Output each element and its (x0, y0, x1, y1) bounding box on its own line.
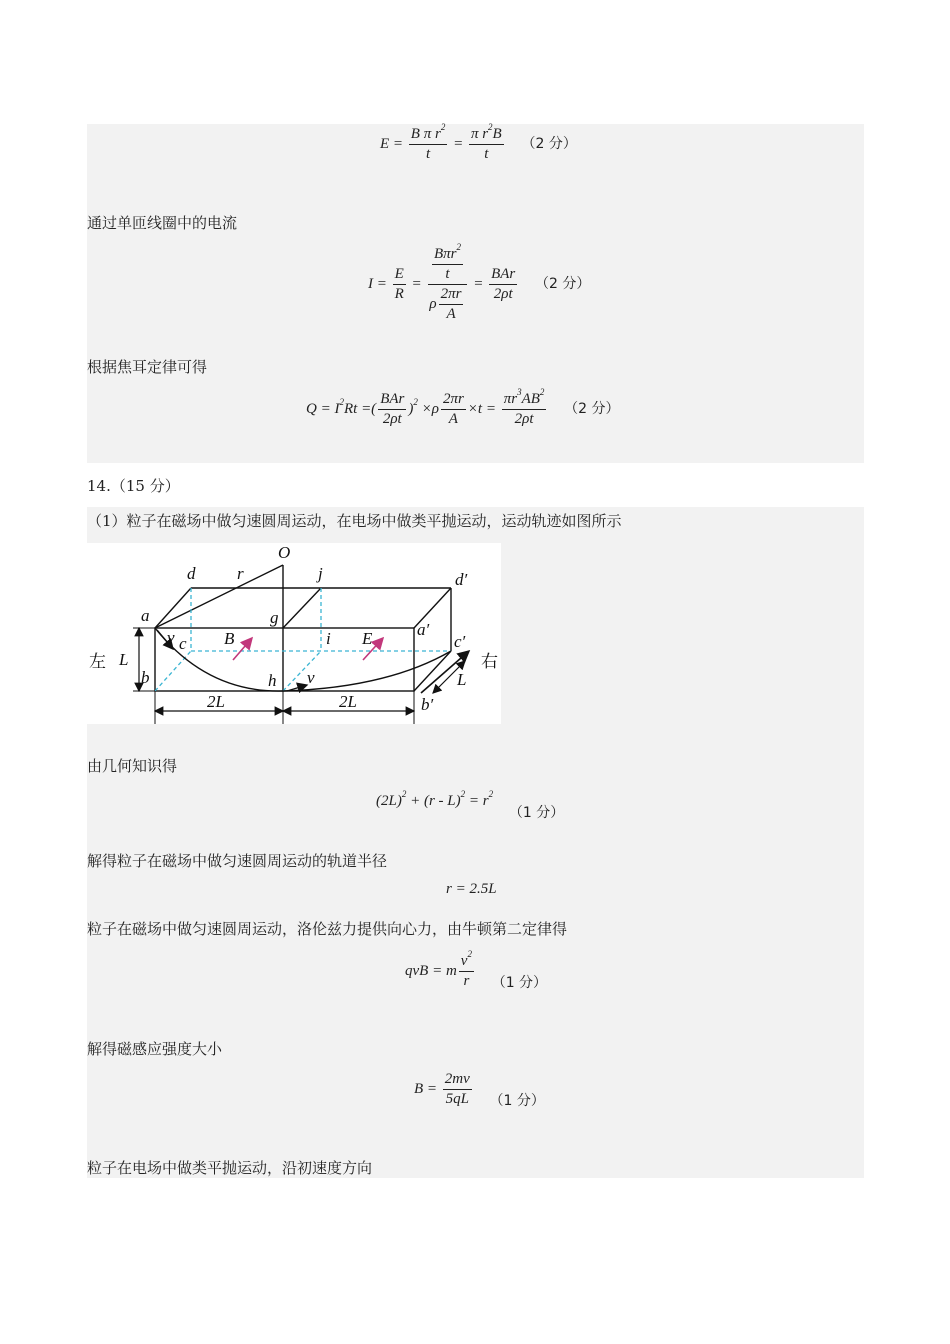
label-L-right: L (457, 670, 467, 689)
trajectory-figure (87, 543, 501, 724)
label-B: B (224, 629, 235, 648)
text-magnetic-field: 解得磁感应强度大小 (87, 1040, 223, 1058)
label-a: a (141, 606, 150, 625)
box-solid-edges (155, 565, 451, 691)
text-lorentz: 粒子在磁场中做匀速圆周运动，洛伦兹力提供向心力，由牛顿第二定律得 (87, 920, 568, 938)
label-O: O (278, 543, 291, 562)
label-r: r (237, 564, 244, 583)
equation-current: I = $\frac{E}{R}$ = $\frac{B\pi r^2}{t}$ ρ $\frac{2\pi r}{A}$ = $\frac{\text{BAr}}{2\rho t}$ （2 分） (368, 242, 591, 322)
equation-radius: r = 2.5L (446, 881, 497, 897)
label-g: g (270, 608, 279, 627)
label-E: E (362, 629, 373, 648)
label-b: b (141, 668, 150, 687)
equation-magnetic-field: B = $\frac{2mv}{5qL}$ （1 分） (414, 1071, 545, 1109)
label-v-a: v (167, 628, 175, 647)
label-2L-1: 2L (207, 692, 225, 711)
text-electric-field: 粒子在电场中做类平抛运动，沿初速度方向 (87, 1159, 373, 1177)
label-c-prime: c′ (454, 632, 466, 651)
label-a-prime: a′ (417, 620, 430, 639)
particle-trajectory (155, 628, 451, 691)
label-h: h (268, 671, 277, 690)
label-c: c (179, 634, 187, 653)
score-label: （1 分） (508, 805, 565, 821)
label-left: 左 (89, 652, 106, 672)
equation-lorentz: qvB = m $\frac{v^2}{r}$ （1 分） (405, 949, 548, 991)
equation-geometry: $(2L)^2 + (r - L)^2 = r^2$ （1 分） (376, 789, 565, 821)
label-2L-2: 2L (339, 692, 357, 711)
magnetic-field-arrow (233, 638, 252, 660)
label-i: i (326, 629, 331, 648)
text-joule: 根据焦耳定律可得 (87, 358, 208, 376)
equation-heat: $Q = I^2Rt$ =( $\frac{\text{BAr}}{2\rho t}$ )$^2$ ×ρ $\frac{2\pi r}{A}$ ×t = $\frac{\pi r^3AB^2}{2\rho t}$ （2 分） (306, 387, 620, 427)
score-label: （1 分） (491, 974, 548, 991)
text-radius: 解得粒子在磁场中做匀速圆周运动的轨道半径 (87, 852, 388, 870)
equation-emf: E = $\frac{B \pi r^2}{t}$ = $\frac{\pi r^2B}{t}$ （2 分） (380, 122, 577, 162)
score-label: （2 分） (521, 135, 577, 152)
score-label: （2 分） (564, 400, 620, 417)
text-geometry: 由几何知识得 (87, 757, 178, 775)
label-v-h: v (307, 668, 315, 687)
score-label: （1 分） (489, 1092, 545, 1109)
label-L-left: L (119, 650, 129, 669)
label-b-prime: b′ (421, 695, 434, 714)
question-heading: 14.（15 分） (87, 477, 180, 495)
box-hidden-edges (155, 588, 451, 691)
score-label: （2 分） (535, 275, 591, 292)
label-right: 右 (481, 652, 498, 672)
text-intro: （1）粒子在磁场中做匀速圆周运动，在电场中做类平抛运动，运动轨迹如图所示 (87, 512, 622, 530)
label-d-prime: d′ (455, 570, 468, 589)
text-current: 通过单匝线圈中的电流 (87, 214, 238, 232)
label-j: j (318, 564, 323, 583)
label-d: d (187, 564, 196, 583)
